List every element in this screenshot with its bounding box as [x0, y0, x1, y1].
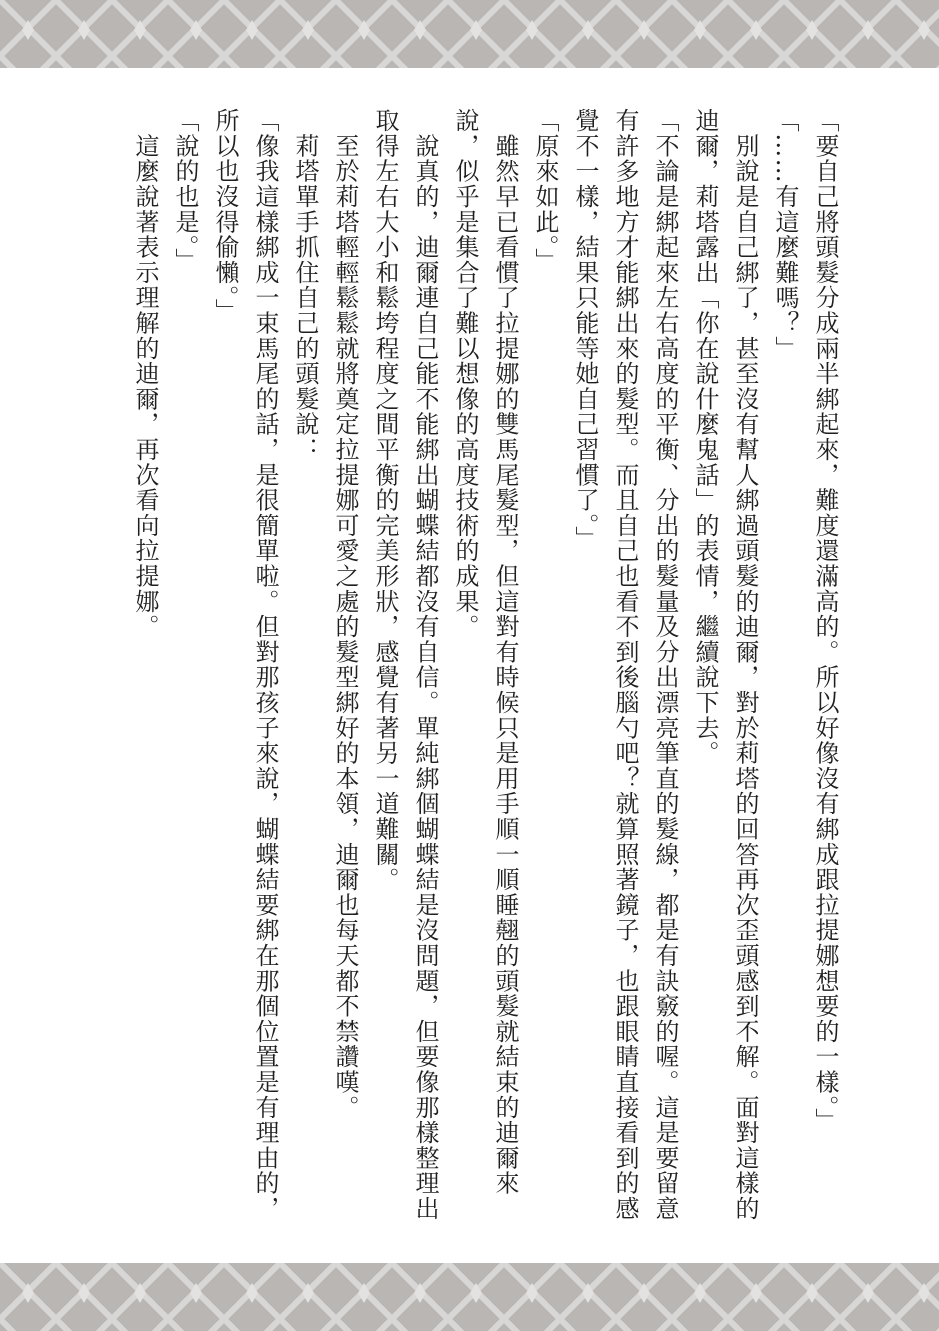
- paragraph: 「不論是綁起來左右高度的平衡、分出的髮量及分出漂亮筆直的髮線，都是有訣竅的喔。這是要留意有許多地方才能綁出來的髮型。而且自己也看不到後腦勺吧？就算照著鏡子，也跟眼睛直接看到的感覺不一樣，結果只能等她自己習慣了。」: [571, 108, 679, 1222]
- paragraph: 「要自己將頭髮分成兩半綁起來，難度還滿高的。所以好像沒有綁成跟拉提娜想要的一樣。」: [811, 108, 839, 1134]
- paragraph: 「像我這樣綁成一束馬尾的話，是很簡單啦。但對那孩子來說，蝴蝶結要綁在那個位置是有理由的，所以也沒得偷懶。」: [211, 108, 279, 1222]
- paragraph: 莉塔單手抓住自己的頭髮說：: [291, 108, 319, 463]
- bottom-decorative-border: [0, 1263, 939, 1331]
- paragraph: 至於莉塔輕輕鬆鬆就將奠定拉提娜可愛之處的髮型綁好的本領，迪爾也每天都不禁讚嘆。: [331, 108, 359, 1120]
- paragraph: 「……有這麼難嗎？」: [771, 108, 799, 361]
- fleur-pattern-icon: [0, 14, 939, 54]
- paragraph: 「原來如此。」: [531, 108, 559, 274]
- top-decorative-border: [0, 0, 939, 68]
- paragraph: 雖然早已看慣了拉提娜的雙馬尾髮型，但這對有時候只是用手順一順睡翹的頭髮就結束的迪爾來說，似乎是集合了難以想像的高度技術的成果。: [451, 108, 519, 1196]
- vertical-text-body: [45, 108, 845, 1238]
- paragraph: 「說的也是。」: [171, 108, 199, 274]
- fleur-pattern-icon: [0, 1277, 939, 1317]
- paragraph: 別說是自己綁了，甚至沒有幫人綁過頭髮的迪爾，對於莉塔的回答再次歪頭感到不解。面對這樣的迪爾，莉塔露出「你在說什麼鬼話」的表情，繼續說下去。: [691, 108, 759, 1222]
- paragraph: 這麼說著表示理解的迪爾，再次看向拉提娜。: [131, 108, 159, 640]
- paragraph: 說真的，迪爾連自己能不能綁出蝴蝶結都沒有自信。單純綁個蝴蝶結是沒問題，但要像那樣整理出取得左右大小和鬆垮程度之間平衡的完美形狀，感覺有著另一道難關。: [371, 108, 439, 1222]
